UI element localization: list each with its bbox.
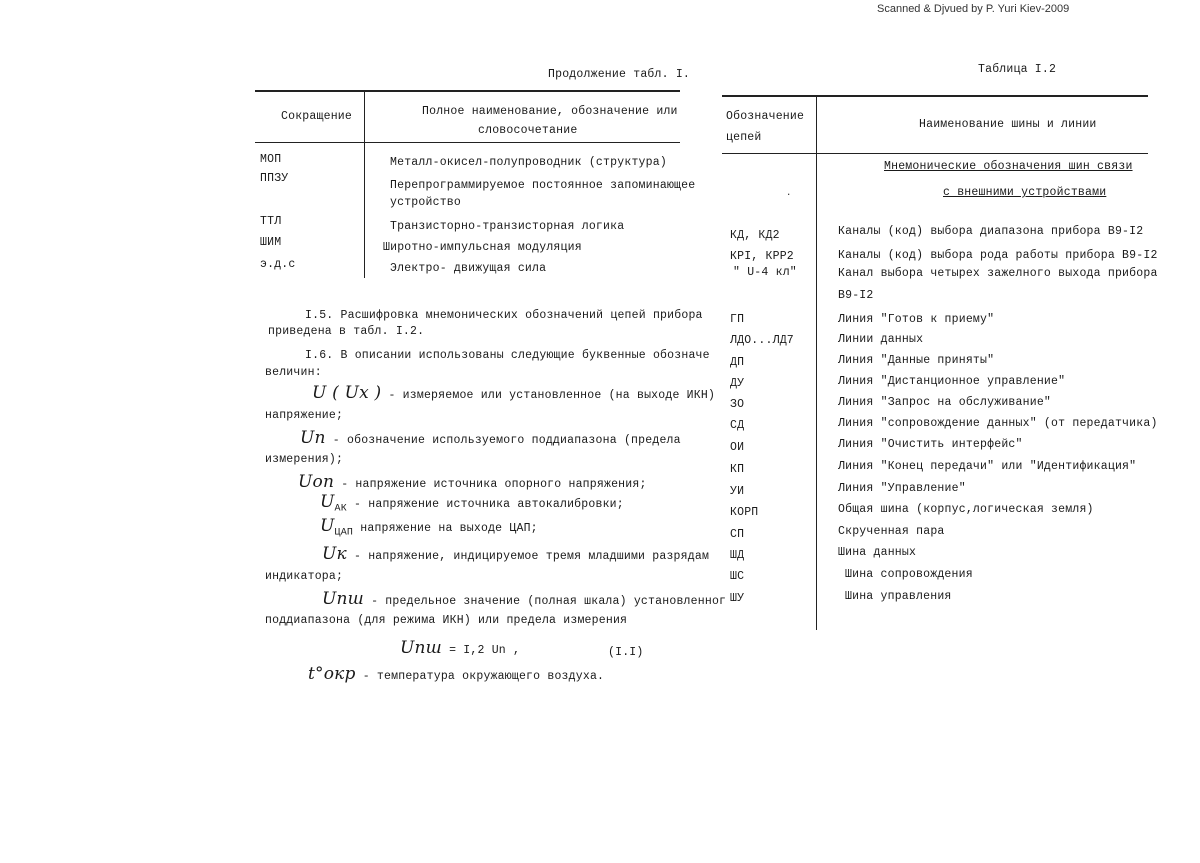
- header-abbr: Сокращение: [281, 110, 353, 123]
- table-row-code: КД, КД2: [730, 229, 780, 242]
- table-row-name: Линия "Управление": [838, 482, 966, 495]
- table2-header-rule: [722, 153, 1148, 154]
- header-full: Полное наименование, обозначение или: [422, 105, 678, 118]
- table-row-name: Линия "Конец передачи" или "Идентификация": [838, 460, 1137, 473]
- continuation-title: Продолжение табл. I.: [548, 68, 691, 81]
- symbol-ux-cont: напряжение;: [265, 409, 344, 422]
- section-title-cont: с внешними устройствами: [943, 186, 1107, 199]
- table-row-full: Широтно-импульсная модуляция: [383, 241, 582, 254]
- table-row-name: Каналы (код) выбора диапазона прибора В9-I2: [838, 225, 1144, 238]
- table2-column-rule: [816, 97, 817, 630]
- symbol-uk-cont: индикатора;: [265, 570, 344, 583]
- table-row-name: Общая шина (корпус,логическая земля): [838, 503, 1094, 516]
- table-row-abbr: ППЗУ: [260, 172, 289, 185]
- table-row-code: ЗО: [730, 398, 745, 411]
- symbol-uon: Uon - напряжение источника опорного напряжения;: [298, 472, 647, 492]
- table-row-code: СП: [730, 528, 745, 541]
- table-row-name: Шина данных: [838, 546, 917, 559]
- dot-mark: ·: [786, 190, 792, 200]
- table-row-name: Каналы (код) выбора рода работы прибора В9-I2: [838, 249, 1158, 262]
- header-full-cont: словосочетание: [478, 124, 578, 137]
- section-title: Мнемонические обозначения шин связи: [884, 160, 1133, 173]
- para-1-6-line2: величин:: [265, 366, 322, 379]
- table-row-code: ДУ: [730, 377, 745, 390]
- table-row-full-cont: устройство: [390, 196, 462, 209]
- symbol-tokr: t°окр - температура окружающего воздуха.: [308, 664, 605, 684]
- table-row-abbr: МОП: [260, 153, 282, 166]
- table-row-code: КРI, КРР2: [730, 250, 794, 263]
- table-row-abbr: ТТЛ: [260, 215, 282, 228]
- para-1-5-line1: I.5. Расшифровка мнемонических обозначений цепей прибора: [305, 309, 703, 322]
- table-row-name: Линия "Запрос на обслуживание": [838, 396, 1052, 409]
- table-row-code: СД: [730, 419, 745, 432]
- table-row-full: Перепрограммируемое постоянное запоминающее: [390, 179, 696, 192]
- table-row-code: ОИ: [730, 441, 745, 454]
- table-row-name: Линии данных: [838, 333, 924, 346]
- table-row-code: УИ: [730, 485, 745, 498]
- symbol-uak: UАК - напряжение источника автокалибровки;: [320, 492, 624, 515]
- table-row-code: ДП: [730, 356, 745, 369]
- symbol-unsh: Uпш - предельное значение (полная шкала) установленног: [322, 589, 727, 609]
- header-code-cont: цепей: [726, 131, 762, 144]
- table-row-code: ГП: [730, 313, 745, 326]
- table-row-code: ШД: [730, 549, 745, 562]
- scan-credit: Scanned & Djvued by P. Yuri Kiev-2009: [877, 3, 1070, 15]
- table-row-abbr: ШИМ: [260, 236, 282, 249]
- table-row-code: ШУ: [730, 592, 745, 605]
- table-header-rule: [255, 142, 680, 143]
- table-top-rule: [255, 90, 680, 92]
- table-row-full: Транзисторно-транзисторная логика: [390, 220, 625, 233]
- table-1-2-title: Таблица I.2: [978, 63, 1057, 76]
- table2-top-rule: [722, 95, 1148, 97]
- table-row-code: КП: [730, 463, 745, 476]
- formula-number: (I.I): [608, 646, 644, 659]
- table-row-name: Шина управления: [845, 590, 952, 603]
- table-row-name: Линия "Дистанционное управление": [838, 375, 1066, 388]
- table-row-name: Канал выбора четырех зажелного выхода прибора: [838, 267, 1158, 280]
- symbol-unsh-cont: поддиапазона (для режима ИКН) или предела измерения: [265, 614, 628, 627]
- table-row-abbr: э.д.с: [260, 258, 296, 271]
- header-name: Наименование шины и линии: [919, 118, 1097, 131]
- table-row-full: Электро- движущая сила: [390, 262, 547, 275]
- table-row-name-cont: В9-I2: [838, 289, 874, 302]
- table-row-code: ШС: [730, 570, 745, 583]
- table-row-code: " U-4 кл": [733, 266, 797, 279]
- table-row-code: ЛДО...ЛД7: [730, 334, 794, 347]
- para-1-5-line2: приведена в табл. I.2.: [268, 325, 425, 338]
- table-row-name: Линия "Данные приняты": [838, 354, 995, 367]
- table-row-name: Скрученная пара: [838, 525, 945, 538]
- para-1-6-line1: I.6. В описании использованы следующие буквенные обозначе: [305, 349, 710, 362]
- table-row-code: КОРП: [730, 506, 759, 519]
- table-row-name: Шина сопровождения: [845, 568, 973, 581]
- table-row-full: Металл-окисел-полупроводник (структура): [390, 156, 667, 169]
- symbol-ux: U ( Ux ) - измеряемое или установленное (на выходе ИКН): [312, 383, 716, 403]
- symbol-un: Un - обозначение используемого поддиапазона (предела: [300, 428, 681, 448]
- symbol-un-cont: измерения);: [265, 453, 344, 466]
- symbol-uk: Uк - напряжение, индицируемое тремя младшими разрядам: [322, 544, 710, 564]
- table-row-name: Линия "Готов к приему": [838, 313, 995, 326]
- symbol-ucap: UЦАП напряжение на выходе ЦАП;: [320, 516, 538, 539]
- header-code: Обозначение: [726, 110, 805, 123]
- table-row-name: Линия "сопровождение данных" (от передатчика): [838, 417, 1158, 430]
- table-column-rule: [364, 90, 365, 278]
- formula-1-1: Uпш = I,2 Un ,: [400, 638, 521, 658]
- table-row-name: Линия "Очистить интерфейс": [838, 438, 1023, 451]
